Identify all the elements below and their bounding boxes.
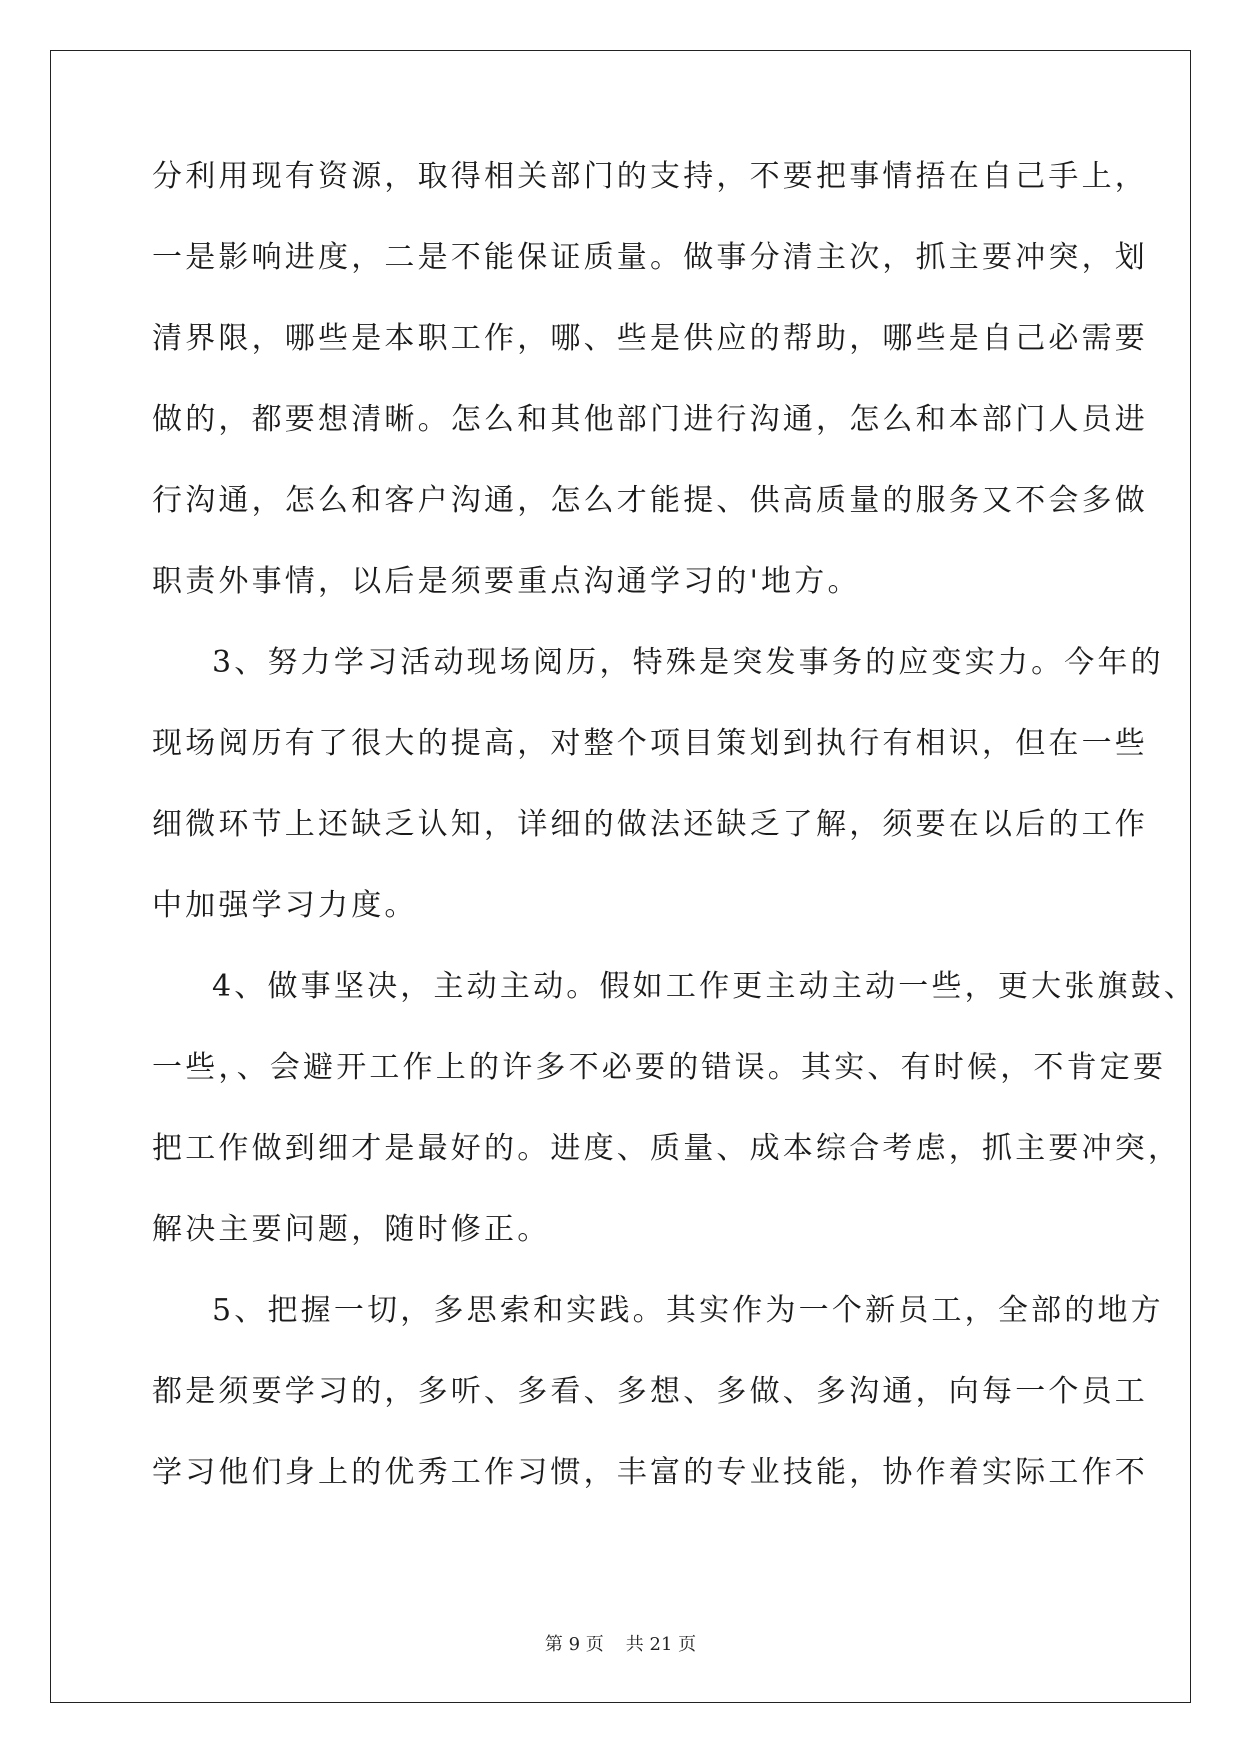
paragraph-4-first-line: 4、做事坚决，主动主动。假如工作更主动主动一些，更大张旗鼓、: [212, 969, 1198, 1004]
current-page-number: 第 9 页: [544, 1634, 604, 1655]
page-footer: [0, 1630, 1241, 1656]
text-line: 一些，、会避开工作上的许多不必要的错误。其实、有时候，不肯定要: [152, 1050, 1167, 1085]
text-line: 都是须要学习的，多听、多看、多想、多做、多沟通，向每一个员工: [152, 1374, 1148, 1409]
text-line: 中加强学习力度。: [152, 888, 418, 923]
text-line: 一是影响进度，二是不能保证质量。做事分清主次，抓主要冲突，划: [152, 240, 1148, 275]
paragraph-3-first-line: 3、努力学习活动现场阅历，特殊是突发事务的应变实力。今年的: [212, 645, 1164, 680]
text-line: 现场阅历有了很大的提高，对整个项目策划到执行有相识，但在一些: [152, 726, 1148, 761]
text-line: 做的，都要想清晰。怎么和其他部门进行沟通，怎么和本部门人员进: [152, 402, 1148, 437]
text-line: 清界限，哪些是本职工作，哪、些是供应的帮助，哪些是自己必需要: [152, 321, 1148, 356]
text-line: 分利用现有资源，取得相关部门的支持，不要把事情捂在自己手上，: [152, 159, 1148, 194]
text-line: 细微环节上还缺乏认知，详细的做法还缺乏了解，须要在以后的工作: [152, 807, 1148, 842]
text-line: 职责外事情，以后是须要重点沟通学习的'地方。: [152, 564, 861, 599]
text-line: 解决主要问题，随时修正。: [152, 1212, 551, 1247]
text-line: 学习他们身上的优秀工作习惯，丰富的专业技能，协作着实际工作不: [152, 1455, 1148, 1490]
paragraph-5-first-line: 5、把握一切，多思索和实践。其实作为一个新员工，全部的地方: [212, 1293, 1164, 1328]
text-line: 把工作做到细才是最好的。进度、质量、成本综合考虑，抓主要冲突，: [152, 1131, 1182, 1166]
text-line: 行沟通，怎么和客户沟通，怎么才能提、供高质量的服务又不会多做: [152, 483, 1148, 518]
total-pages: 共 21 页: [625, 1634, 697, 1655]
document-body: [152, 136, 1198, 1513]
